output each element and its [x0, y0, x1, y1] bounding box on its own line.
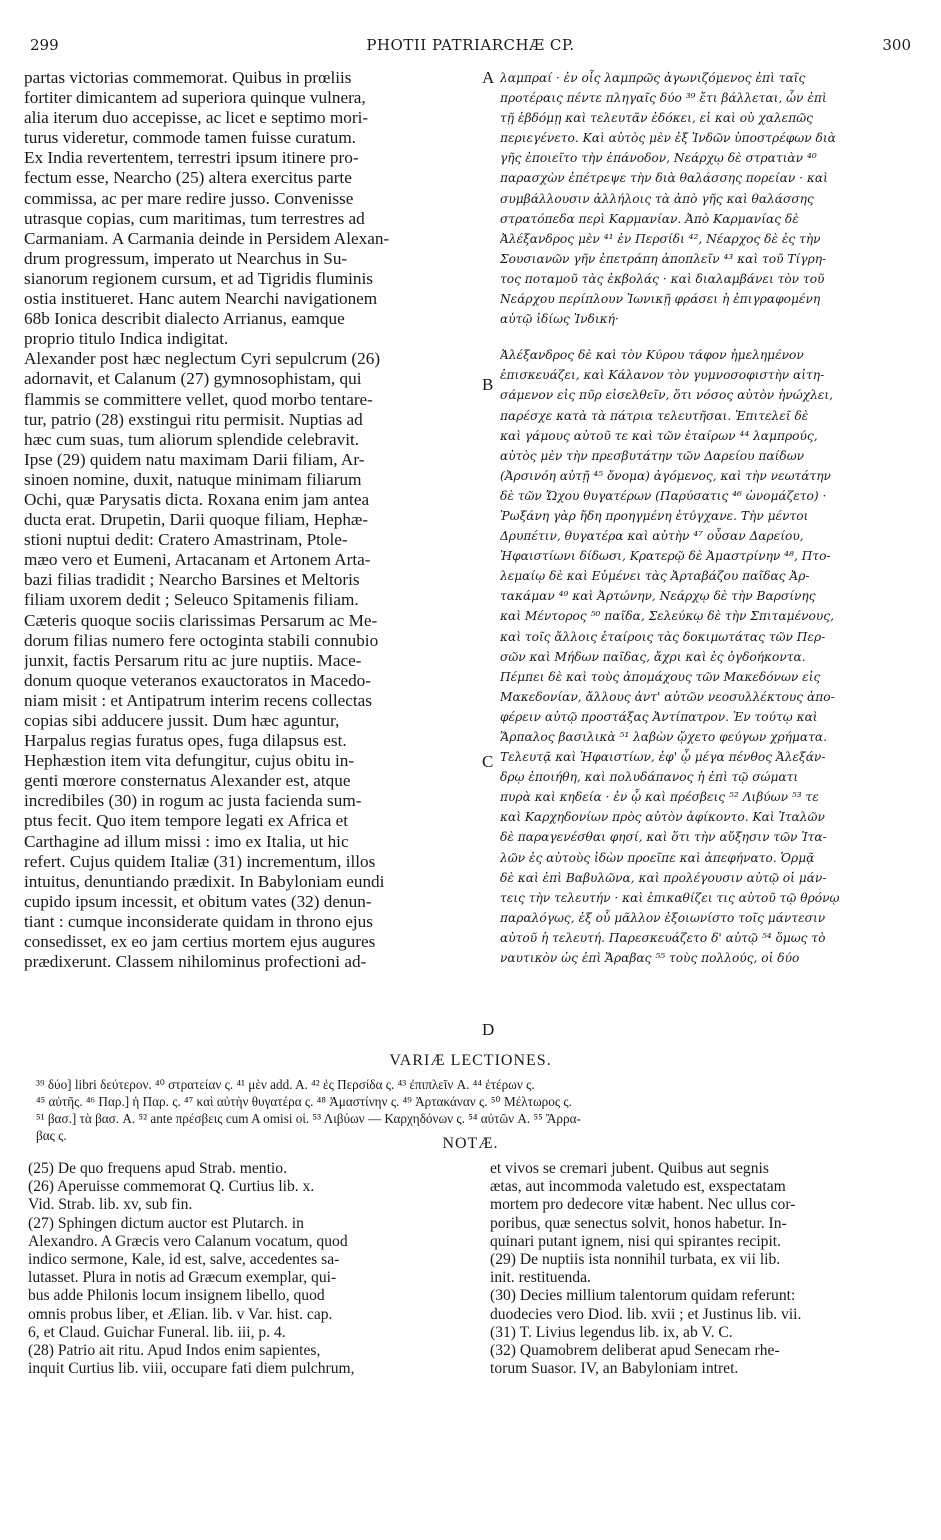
note-line: torum Suasor. IV, an Babyloniam intret. — [490, 1360, 739, 1378]
variant-reading-line: ³⁹ δύο] libri δεύτερον. ⁴⁰ στρατείαν ς. ⁴¹ μὲν add. A. ⁴² ἐς Περσίδα ς. ⁴³ ἐπιπλεῖν A. ⁴⁴ ἑτέρων ς. — [36, 1077, 535, 1092]
latin-line: cupido ipsum incessit, et obitum vates (32) denun- — [24, 891, 372, 911]
latin-line: turus videretur, commode tamen fuisse curatum. — [24, 128, 356, 148]
latin-line: flammis se committere vellet, quod morbo tentare- — [24, 389, 373, 409]
greek-line: προτέραις πέντε πληγαῖς δύο ³⁹ ἔτι βάλλεται, ὧν ἐπὶ — [500, 91, 827, 106]
greek-line: πυρὰ καὶ κηδεία · ἐν ᾧ καὶ πρέσβεις ⁵² Λιβύων ⁵³ τε — [500, 790, 819, 805]
note-line: 6, et Claud. Guichar Funeral. lib. iii, p. 4. — [28, 1323, 286, 1341]
latin-line: tur, patrio (28) exstingui ritu permisit. Nuptias ad — [24, 409, 363, 429]
greek-line: αὐτοῦ ἡ τελευτή. Παρεσκευάζετο δ' αὐτῷ ⁵⁴ ὅμως τὸ — [500, 930, 826, 945]
greek-line: τεις τὴν τελευτήν · καὶ ἐπικαθίζει τις αὐτοῦ τῷ θρόνῳ — [500, 890, 840, 905]
greek-line: συμβάλλουσιν ἀλλήλοις τὰ ἀπὸ γῆς καὶ θαλάσσης — [500, 191, 814, 206]
latin-line: bazi filias tradidit ; Nearcho Barsines et Meltoris — [24, 570, 360, 590]
note-line: Alexandro. A Græcis vero Calanum vocatum, quod — [28, 1232, 348, 1250]
running-title: PHOTII PATRIARCHÆ CP. — [366, 36, 575, 54]
greek-line: σάμενον εἰς πῦρ εἰσελθεῖν, ὅτι νόσος αὐτὸν ἠνώχλει, — [500, 388, 834, 403]
greek-line: αὐτὸς μὲν τὴν πρεσβυτάτην τῶν Δαρείου παίδων — [500, 448, 805, 463]
note-line: (29) De nuptiis ista nonnihil turbata, ex vii lib. — [490, 1251, 781, 1269]
greek-line: αὐτῷ ἰδίως Ἰνδική· — [500, 312, 619, 327]
latin-line: dorum filias numero fere octoginta stabili connubio — [24, 630, 379, 650]
greek-line: παραλόγως, ἐξ οὗ μᾶλλον ἐξοιωνίστο τοῖς μάντεσιν — [500, 910, 826, 925]
greek-line: λεμαίῳ δὲ καὶ Εὐμένει τὰς Ἀρταβάζου παῖδας Ἀρ- — [500, 569, 810, 584]
greek-line: (Ἀρσινόη αὐτῇ ⁴⁵ ὄνομα) ἀγόμενος, καὶ τὴν νεωτάτην — [500, 468, 831, 483]
notes-right-column — [490, 1160, 920, 1378]
latin-line: refert. Cujus quidem Italiæ (31) incrementum, illos — [24, 851, 376, 871]
greek-line: Ἀλέξανδρος μὲν ⁴¹ ἐν Περσίδι ⁴², Νέαρχος δὲ ἐς τὴν — [500, 231, 821, 246]
greek-line: λαμπραί · ἐν οἷς λαμπρῶς ἀγωνιζόμενος ἐπὶ ταῖς — [500, 71, 806, 85]
greek-line: Νεάρχου περίπλουν Ἰωνικῇ φράσει ἡ ἐπιγραφομένη — [500, 292, 821, 307]
note-line: duodecies vero Diod. lib. xvii ; et Justinus lib. vii. — [490, 1305, 802, 1323]
note-line: et vivos se cremari jubent. Quibus aut segnis — [490, 1160, 769, 1177]
note-line: (30) Decies millium talentorum quidam referunt: — [490, 1287, 796, 1305]
greek-line: περιεγένετο. Καὶ αὐτὸς μὲν ἐξ Ἰνδῶν ὑποστρέφων διὰ — [500, 131, 836, 146]
greek-line: τος ποταμοῦ τὰς ἐκβολάς · καὶ διαλαμβάνει τὸν τοῦ — [500, 271, 825, 286]
note-line: (27) Sphingen dictum auctor est Plutarch. in — [28, 1214, 304, 1232]
greek-line: ναυτικὸν ὡς ἐπὶ Ἄραβας ⁵⁵ τοὺς πολλούς, οἱ δύο — [500, 951, 800, 966]
greek-line: στρατόπεδα περὶ Καρμανίαν. Ἀπὸ Καρμανίας δὲ — [500, 211, 799, 226]
note-line: (25) De quo frequens apud Strab. mentio. — [28, 1160, 287, 1177]
latin-line: fectum esse, Nearcho (25) altera exercitus parte — [24, 168, 352, 188]
greek-line: καὶ Μέντορος ⁵⁰ παῖδα, Σελεύκῳ δὲ τὴν Σπιταμένους, — [500, 609, 834, 624]
note-line: omnis probus liber, et Ælian. lib. v Var. hist. cap. — [28, 1305, 333, 1323]
margin-letter-c: C — [482, 752, 494, 771]
running-header — [30, 36, 911, 56]
variae-lectiones — [36, 1076, 916, 1144]
note-line: inquit Curtius lib. viii, occupare fati diem pulchrum, — [28, 1360, 355, 1378]
greek-line: φέρειν αὐτῷ προστάξας Ἀντίπατρον. Ἐν τούτῳ καὶ — [500, 709, 818, 724]
greek-line: Τελευτᾷ καὶ Ἡφαιστίων, ἐφ' ᾧ μέγα πένθος Ἀλεξάν- — [500, 750, 826, 765]
latin-line: sianorum regionem cursum, et ad Tigridis fluminis — [24, 268, 373, 288]
latin-line: copias sibi adducere jussit. Dum hæc aguntur, — [24, 711, 340, 730]
latin-line: donum quoque veteranos exauctoratos in Macedo- — [24, 670, 371, 690]
greek-line: δὲ τῶν Ὤχου θυγατέρων (Παρύσατις ⁴⁶ ὠνομάζετο) · — [500, 488, 827, 503]
latin-line: consedisset, ex eo jam certius mortem ejus augures — [24, 932, 376, 952]
latin-line: ducta erat. Drupetin, Darii quoque filiam, Hephæ- — [24, 510, 369, 530]
latin-line: Cæteris quoque sociis clarissimas Persarum ac Me- — [24, 610, 378, 630]
latin-line: genti mœrore consternatus Alexander est, atque — [24, 771, 351, 791]
latin-line: Carthagine ad illum missi : imo ex Italia, ut hic — [24, 831, 349, 851]
latin-line: Harpalus regias furatus opes, fuga dilapsus est. — [24, 731, 347, 751]
greek-line: Ἅρπαλος βασιλικὰ ⁵¹ λαβὼν ᾤχετο φεύγων χρήματα. — [500, 730, 827, 744]
latin-line: sinoen nomine, duxit, natuque minimam filiarum — [24, 469, 362, 489]
latin-line: commissa, ac per mare redire jusso. Convenisse — [24, 188, 354, 208]
greek-line: Σουσιανῶν γῆν ἐπετράπη ἀποπλεῖν ⁴³ καὶ τοῦ Τίγρη- — [500, 251, 827, 266]
page-number-right: 300 — [882, 36, 911, 54]
latin-line: fortiter dimicantem ad superiora quinque vulnera, — [24, 88, 366, 108]
greek-line: καὶ τοῖς ἄλλοις ἑταίροις τὰς δοκιμωτάτας τῶν Περ- — [500, 629, 826, 644]
latin-line: Alexander post hæc neglectum Cyri sepulcrum (26) — [24, 349, 381, 369]
greek-line: Ῥωξάνη γὰρ ἤδη προηγμένη ἐτύγχανε. Τὴν μέντοι — [500, 508, 809, 523]
latin-line: adornavit, et Calanum (27) gymnosophistam, qui — [24, 369, 362, 389]
latin-line: ptus fecit. Quo item tempore legati ex Africa et — [24, 811, 349, 831]
greek-line: δὲ καὶ ἐπὶ Βαβυλῶνα, καὶ προλέγουσιν αὐτῷ οἱ μάν- — [500, 870, 827, 885]
variant-reading-line: ⁴⁵ αὐτῆς. ⁴⁶ Παρ.] ἡ Παρ. ς. ⁴⁷ καὶ αὐτὴν θυγατέρα ς. ⁴⁸ Ἀμαστίνην ς. ⁴⁹ Ἀρτακάναν ς. ⁵⁰ Μέλτωρος ς. — [36, 1094, 572, 1109]
greek-line: δὲ παραγενέσθαι φησί, καὶ ὅτι τὴν αὔξησιν τῶν Ἰτα- — [500, 830, 827, 845]
greek-column — [500, 68, 920, 968]
note-line: Vid. Strab. lib. xv, sub fin. — [28, 1196, 193, 1214]
greek-line: καὶ γάμους αὐτοῦ τε καὶ τῶν ἑταίρων ⁴⁴ λαμπρούς, — [500, 428, 818, 443]
greek-line: Δρυπέτιν, θυγατέρα καὶ αὐτὴν ⁴⁷ οὖσαν Δαρείου, — [500, 529, 804, 544]
latin-line: filiam uxorem dedit ; Seleuco Spitamenis filiam. — [24, 590, 359, 610]
note-line: (28) Patrio ait ritu. Apud Indos enim sapientes, — [28, 1342, 321, 1360]
greek-line: Ἀλέξανδρος δὲ καὶ τὸν Κύρου τάφον ἠμελημένον — [500, 348, 804, 363]
page-number-left: 299 — [30, 36, 59, 54]
latin-line: hæc cum suas, tum aliorum splendide celebravit. — [24, 429, 360, 449]
greek-line: ἐπισκευάζει, καὶ Κάλανον τὸν γυμνοσοφιστὴν αἰτη- — [500, 368, 825, 383]
note-line: lutasset. Plura in notis ad Græcum exemplar, qui- — [28, 1269, 337, 1287]
greek-line: Πέμπει δὲ καὶ τοὺς ἀπομάχους τῶν Μακεδόνων εἰς — [500, 669, 821, 684]
latin-line: 68b Ionica describit dialecto Arrianus, eamque — [24, 309, 345, 329]
margin-letter-d: D — [482, 1020, 495, 1039]
greek-line: παρέσχε κατὰ τὰ πάτρια τελευτῆσαι. Ἐπιτελεῖ δὲ — [500, 408, 809, 423]
greek-line: τῇ ἑβδόμῃ καὶ τελευτᾶν ἐδόκει, εἰ καὶ οὐ χαλεπῶς — [500, 111, 813, 126]
latin-line: Hephæstion item vita defungitur, cujus obitu in- — [24, 751, 355, 771]
latin-line: ostia institueret. Hanc autem Nearchi navigationem — [24, 289, 378, 309]
note-line: (26) Aperuisse commemorat Q. Curtius lib. x. — [28, 1178, 315, 1196]
note-line: indico sermone, Kale, id est, salve, accedentes sa- — [28, 1251, 340, 1269]
latin-line: Ochi, quæ Parysatis dicta. Roxana enim jam antea — [24, 489, 370, 509]
greek-line: δρῳ ἐποιήθη, καὶ πολυδάπανος ἡ ἐπὶ τῷ σώματι — [500, 770, 799, 785]
latin-line: Ex India revertentem, terrestri ipsum itinere pro- — [24, 148, 359, 168]
greek-line: καὶ Καρχηδονίων πρὸς αὐτὸν ἀφίκοντο. Καὶ Ἰταλῶν — [500, 810, 825, 825]
latin-line: partas victorias commemorat. Quibus in prœliis — [24, 68, 352, 87]
latin-line: drum progressum, imperato ut Nearchus in Su- — [24, 248, 348, 268]
latin-line: prædixerunt. Classem nihilominus profectioni ad- — [24, 952, 367, 972]
latin-line: tiant : cumque inconsiderate quidam in throno ejus — [24, 911, 373, 931]
latin-line: Carmaniam. A Carmania deinde in Persidem Alexan- — [24, 228, 390, 248]
greek-line: παρασχὼν ἐπέτρεψε τὴν διὰ θαλάσσης πορείαν · καὶ — [500, 171, 828, 186]
notes-left-column — [28, 1160, 468, 1378]
note-line: poribus, quæ senectus solvit, honos habetur. In- — [490, 1214, 787, 1232]
latin-line: Ipse (29) quidem natu maximam Darii filiam, Ar- — [24, 449, 365, 469]
margin-letter-b: B — [482, 375, 494, 394]
greek-line: σῶν καὶ Μήδων παῖδας, ἄχρι καὶ ἐς ὀγδοήκοντα. — [500, 649, 806, 664]
variant-reading-line: ⁵¹ βασ.] τὰ βασ. A. ⁵² ante πρέσβεις cum A omisi οἱ. ⁵³ Λιβύων — Καρχηδόνων ς. ⁵⁴ αὐτῶν A. ⁵⁵ Ἄρρα- — [36, 1111, 581, 1126]
latin-line: proprio titulo Indica indigitat. — [24, 329, 229, 349]
note-line: mortem pro dedecore vitæ habent. Nec ullus cor- — [490, 1196, 796, 1214]
latin-line: incredibiles (30) in rogum ac justa facienda sum- — [24, 791, 362, 811]
latin-line: niam misit : et Antipatrum interim recens collectas — [24, 690, 372, 710]
latin-line: alia iterum duo accepisse, ac licet e septimo mori- — [24, 108, 369, 128]
greek-line: Ἡφαιστίωνι δίδωσι, Κρατερῷ δὲ Ἀμαστρίνην ⁴⁸, Πτο- — [500, 549, 831, 564]
greek-line: τακάμαν ⁴⁹ καὶ Ἀρτώνην, Νεάρχῳ δὲ τὴν Βαρσίνης — [500, 589, 816, 604]
note-line: ætas, aut incommoda valetudo est, exspectatam — [490, 1178, 786, 1196]
variant-reading-line: βας ς. — [36, 1128, 67, 1143]
margin-letter-a: A — [482, 68, 495, 87]
note-line: (32) Quamobrem deliberat apud Senecam rhe- — [490, 1342, 780, 1360]
latin-line: junxit, factis Persarum ritu ac jure nuptiis. Mace- — [24, 650, 362, 670]
greek-line: γῆς ἐποιεῖτο τὴν ἐπάνοδον, Νεάρχῳ δὲ στρατιὰν ⁴⁰ — [500, 151, 817, 166]
notae-title: NOTÆ. — [442, 1135, 499, 1152]
variae-lectiones-title: VARIÆ LECTIONES. — [389, 1052, 552, 1069]
note-line: bus adde Philonis locum insignem libello, quod — [28, 1287, 325, 1305]
latin-column — [24, 68, 479, 972]
note-line: quinari putant ignem, nisi qui spirantes recipit. — [490, 1232, 782, 1250]
latin-line: intuitus, denuntiando prædixit. In Babyloniam eundi — [24, 871, 385, 891]
greek-line: λῶν ἐς αὐτοὺς ἰδὼν προεῖπε καὶ ἀπεφήνατο. Ὁρμᾷ — [500, 850, 815, 865]
greek-line: Μακεδονίαν, ἄλλους ἀντ' αὐτῶν νεοσυλλέκτους ἀπο- — [500, 689, 835, 704]
note-line: init. restituenda. — [490, 1269, 591, 1287]
latin-line: mæo vero et Eumeni, Artacanam et Artonem Arta- — [24, 550, 371, 570]
latin-line: stioni nuptui dedit: Cratero Amastrinam, Ptole- — [24, 530, 348, 550]
note-line: (31) T. Livius legendus lib. ix, ab V. C. — [490, 1323, 733, 1341]
latin-line: utrasque copias, cum maritimas, tum terrestres ad — [24, 208, 365, 228]
